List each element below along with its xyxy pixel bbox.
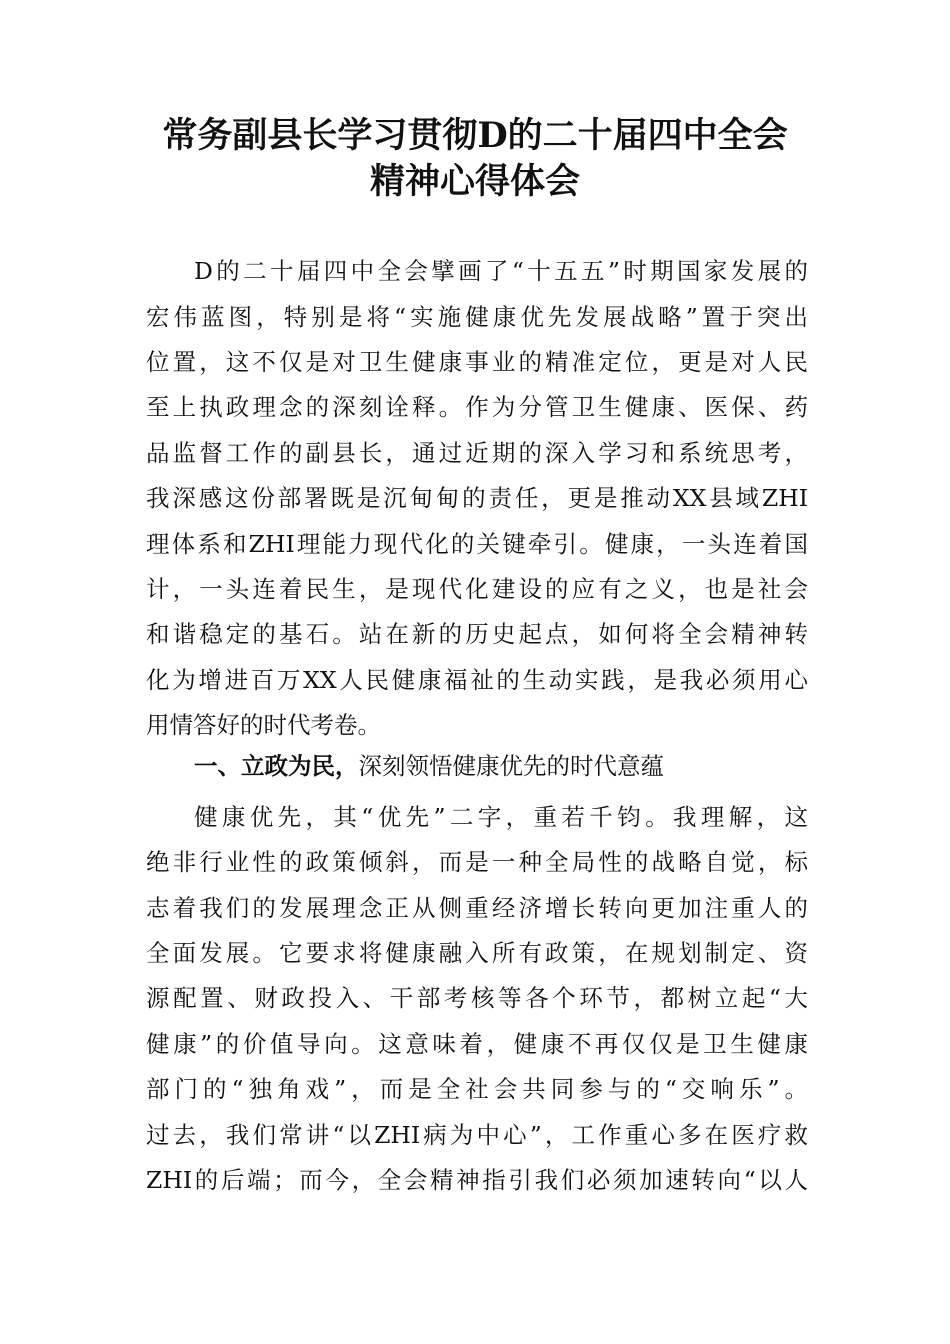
paragraph-2-line-7: 部门的“独角戏”，而是全社会共同参与的“交响乐”。 xyxy=(146,1075,808,1103)
section-1-heading-rest: 深刻领悟健康优先的时代意蕴 xyxy=(358,752,664,780)
paragraph-1-line-7: 理体系和ZHI理能力现代化的关键牵引。健康，一头连着国 xyxy=(146,530,808,558)
paragraph-2-line-1: 健康优先，其“优先”二字，重若千钧。我理解，这 xyxy=(194,803,808,831)
document-title-line-2: 精神心得体会 xyxy=(369,161,580,202)
paragraph-2-line-9: ZHI的后端；而今，全会精神指引我们必须加速转向“以人 xyxy=(146,1166,808,1194)
paragraph-1-line-10: 化为增进百万XX人民健康福祉的生动实践，是我必须用心 xyxy=(146,666,808,694)
paragraph-1-line-4: 至上执政理念的深刻诠释。作为分管卫生健康、医保、药 xyxy=(146,393,808,421)
paragraph-1-line-6: 我深感这份部署既是沉甸甸的责任，更是推动XX县域ZHI xyxy=(146,484,808,512)
paragraph-1-line-9: 和谐稳定的基石。站在新的历史起点，如何将全会精神转 xyxy=(146,620,808,648)
paragraph-2-line-3: 志着我们的发展理念正从侧重经济增长转向更加注重人的 xyxy=(146,894,808,922)
paragraph-1-line-2: 宏伟蓝图，特别是将“实施健康优先发展战略”置于突出 xyxy=(146,303,808,331)
paragraph-2-line-6: 健康”的价值导向。这意味着，健康不再仅仅是卫生健康 xyxy=(146,1030,808,1058)
paragraph-1-line-5: 品监督工作的副县长，通过近期的深入学习和系统思考， xyxy=(146,439,808,467)
paragraph-1-line-3: 位置，这不仅是对卫生健康事业的精准定位，更是对人民 xyxy=(146,348,808,376)
paragraph-1-line-1: D的二十届四中全会擘画了“十五五”时期国家发展的 xyxy=(194,257,808,285)
paragraph-2-line-2: 绝非行业性的政策倾斜，而是一种全局性的战略自觉，标 xyxy=(146,848,808,876)
section-1-heading xyxy=(194,744,664,789)
paragraph-1-line-11: 用情答好的时代考卷。 xyxy=(146,711,381,739)
document-title-line-1: 常务副县长学习贯彻D的二十届四中全会 xyxy=(162,115,788,156)
section-1-heading-bold: 一、立政为民， xyxy=(194,752,359,780)
paragraph-1-line-8: 计，一头连着民生，是现代化建设的应有之义，也是社会 xyxy=(146,575,808,603)
paragraph-2-line-4: 全面发展。它要求将健康融入所有政策，在规划制定、资 xyxy=(146,939,808,967)
paragraph-2-line-5: 源配置、财政投入、干部考核等各个环节，都树立起“大 xyxy=(146,984,808,1012)
paragraph-2-line-8: 过去，我们常讲“以ZHI病为中心”，工作重心多在医疗救 xyxy=(146,1121,808,1149)
